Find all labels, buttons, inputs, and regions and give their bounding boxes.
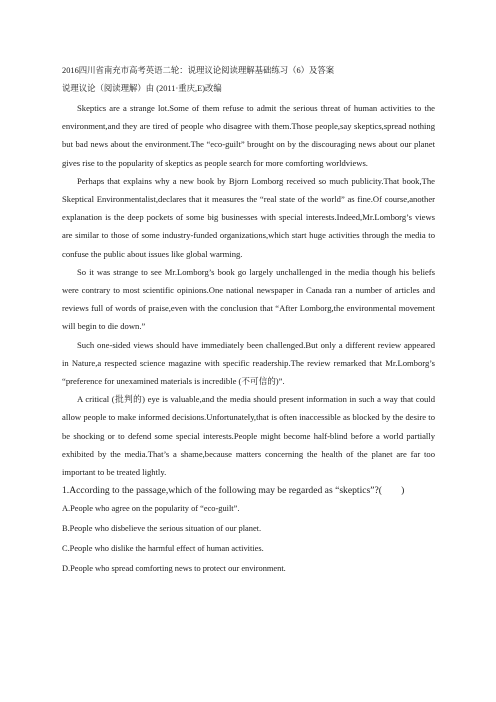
document-page xyxy=(62,64,435,582)
question-1: 1.According to the passage,which of the following may be regarded as “skeptics”?( ) xyxy=(62,485,405,497)
paragraph-2: Perhaps that explains why a new book by Bjorn Lomborg received so much publicity.That book,The Skeptical Environmentalist,declares that it measures the “real state of the world” as fine.Of course,another explanation is the deep pockets of some big businesses with special interests.Indeed,Mr.Lomborg’s views are similar to those of some industry-funded organizations,which start huge activities through the media to confuse the public about issues like global warming. xyxy=(62,175,435,259)
option-c: C.People who dislike the harmful effect of human activities. xyxy=(62,544,264,554)
option-b: B.People who disbelieve the serious situation of our planet. xyxy=(62,524,262,534)
paragraph-3: So it was strange to see Mr.Lomborg’s book go largely unchallenged in the media though his beliefs were contrary to most scientific opinions.One national newspaper in Canada ran a number of articles and reviews full of words of praise,even with the conclusion that “After Lomborg,the environmental movement will begin to die down.” xyxy=(62,266,435,332)
document-subtitle: 说理议论（阅读理解）由 (2011·重庆,E)改编 xyxy=(62,84,222,93)
paragraph-4: Such one-sided views should have immediately been challenged.But only a different review appeared in Nature,a respected science magazine with specific readership.The review remarked that Mr.Lomborg’s “preference for unexamined materials is incredible (不可信的)”. xyxy=(62,339,435,387)
paragraph-1: Skeptics are a strange lot.Some of them refuse to admit the serious threat of human activities to the environment,and they are tired of people who disagree with them.Those people,say skeptics,spread nothing but bad news about the environment.The “eco-guilt” brought on by the discouraging news about our planet gives rise to the popularity of skeptics as people search for more comforting worldviews. xyxy=(62,103,435,168)
option-a: A.People who agree on the popularity of “eco-guilt”. xyxy=(62,504,240,514)
document-title: 2016四川省南充市高考英语二轮：说理议论阅读理解基础练习（6）及答案 xyxy=(62,66,335,75)
option-d: D.People who spread comforting news to protect our environment. xyxy=(62,564,286,574)
paragraph-5: A critical (批判的) eye is valuable,and the media should present information in such a way that could allow people to make informed decisions.Unfortunately,that is often inaccessible as blocked by the desire to be shocking or to defend some special interests.People might become half-blind before a world partially exhibited by the media.That’s a shame,because matters concerning the health of the planet are far too important to be treated lightly. xyxy=(62,394,435,478)
